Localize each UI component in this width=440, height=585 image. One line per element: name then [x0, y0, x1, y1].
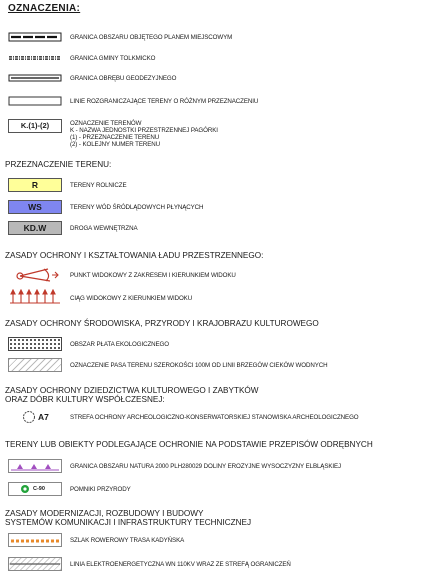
legend-title: OZNACZENIA:: [8, 3, 81, 14]
view-point-label: PUNKT WIDOKOWY Z ZAKRESEM I KIERUNKIEM WIDOKU: [70, 272, 236, 279]
land-use-code-kdw: KD.W: [8, 221, 62, 235]
view-corridor-label: CIĄG WIDOKOWY Z KIERUNKIEM WIDOKU: [70, 295, 193, 302]
land-use-label-r: TERENY ROLNICZE: [70, 182, 127, 189]
demarcation-line-symbol: [8, 94, 62, 108]
natura-boundary-label: GRANICA OBSZARU NATURA 2000 PLH280029 DOLINY EROZYJNE WYSOCZYZNY ELBLĄSKIEJ: [70, 463, 342, 470]
infrastructure-header-line1: ZASADY MODERNIZACJI, ROZBUDOWY I BUDOWY: [5, 509, 204, 518]
water-strip-label: OZNACZENIE PASA TERENU SZEROKOŚCI 100M OD LINII BRZEGÓW CIEKÓW WODNYCH: [70, 362, 328, 369]
bike-trail-label: SZLAK ROWEROWY TRASA KADYŃSKA: [70, 537, 185, 544]
monument-symbol: [8, 482, 62, 496]
heritage-header-line2: ORAZ DÓBR KULTURY WSPÓŁCZESNEJ:: [5, 395, 165, 404]
precinct-boundary-label: GRANICA OBRĘBU GEODEZYJNEGO: [70, 75, 177, 82]
heritage-header-line1: ZASADY OCHRONY DZIEDZICTWA KULTUROWEGO I ZABYTKÓW: [5, 386, 259, 395]
view-corridor-icon: [8, 289, 62, 303]
natura-boundary-symbol: [8, 459, 62, 473]
land-use-code-r: R: [8, 178, 62, 192]
land-use-code-ws: WS: [8, 200, 62, 214]
demarcation-line-label: LINIE ROZGRANICZAJĄCE TERENY O RÓŻNYM PRZEZNACZENIU: [70, 98, 259, 105]
view-point-icon: [8, 268, 62, 282]
heritage-code: A7: [38, 412, 49, 422]
plan-boundary-symbol: [8, 30, 62, 44]
monument-code: C-90: [33, 486, 45, 492]
infrastructure-header-line2: SYSTEMÓW KOMUNIKACJI I INFRASTRUKTURY TECHNICZNEJ: [5, 518, 252, 527]
commune-boundary-symbol: [8, 51, 62, 65]
terrain-marking-line4: (2) - KOLEJNY NUMER TERENU: [70, 141, 160, 148]
bike-trail-symbol: [8, 533, 62, 547]
eco-area-symbol: [8, 337, 62, 351]
plan-boundary-label: GRANICA OBSZARU OBJĘTEGO PLANEM MIEJSCOWYM: [70, 34, 233, 41]
terrain-marking-line3: (1) - PRZEZNACZENIE TERENU: [70, 134, 160, 141]
monument-label: POMNIKI PRZYRODY: [70, 486, 131, 493]
power-line-symbol: [8, 557, 62, 571]
heritage-zone-label: STREFA OCHRONY ARCHEOLOGICZNO-KONSERWATORSKIEJ STANOWISKA ARCHEOLOGICZNEGO: [70, 414, 359, 421]
power-line-label: LINIA ELEKTROENERGETYCZNA WN 110KV WRAZ ZE STREFĄ OGRANICZEŃ: [70, 561, 291, 568]
spatial-order-header: ZASADY OCHRONY I KSZTAŁTOWANIA ŁADU PRZESTRZENNEGO:: [5, 251, 264, 260]
water-strip-symbol: [8, 358, 62, 372]
land-use-label-ws: TERENY WÓD ŚRÓDLĄDOWYCH PŁYNĄCYCH: [70, 204, 204, 211]
environment-header: ZASADY OCHRONY ŚRODOWISKA, PRZYRODY I KRAJOBRAZU KULTUROWEGO: [5, 319, 319, 328]
terrain-marking-line1: OZNACZENIE TERENÓW: [70, 120, 142, 127]
terrain-code-box: K.(1)-(2): [8, 119, 62, 133]
terrain-marking-line2: K - NAZWA JEDNOSTKI PRZESTRZENNEJ PAGÓRKI: [70, 127, 218, 134]
eco-area-label: OBSZAR PŁATA EKOLOGICZNEGO: [70, 341, 169, 348]
land-use-label-kdw: DROGA WEWNĘTRZNA: [70, 225, 138, 232]
precinct-boundary-symbol: [8, 71, 62, 85]
commune-boundary-label: GRANICA GMINY TOLKMICKO: [70, 55, 156, 62]
heritage-circle-icon: [22, 410, 36, 424]
land-use-header: PRZEZNACZENIE TERENU:: [5, 160, 112, 169]
protected-header: TERENY LUB OBIEKTY PODLEGAJĄCE OCHRONIE NA PODSTAWIE PRZEPISÓW ODRĘBNYCH: [5, 440, 373, 449]
